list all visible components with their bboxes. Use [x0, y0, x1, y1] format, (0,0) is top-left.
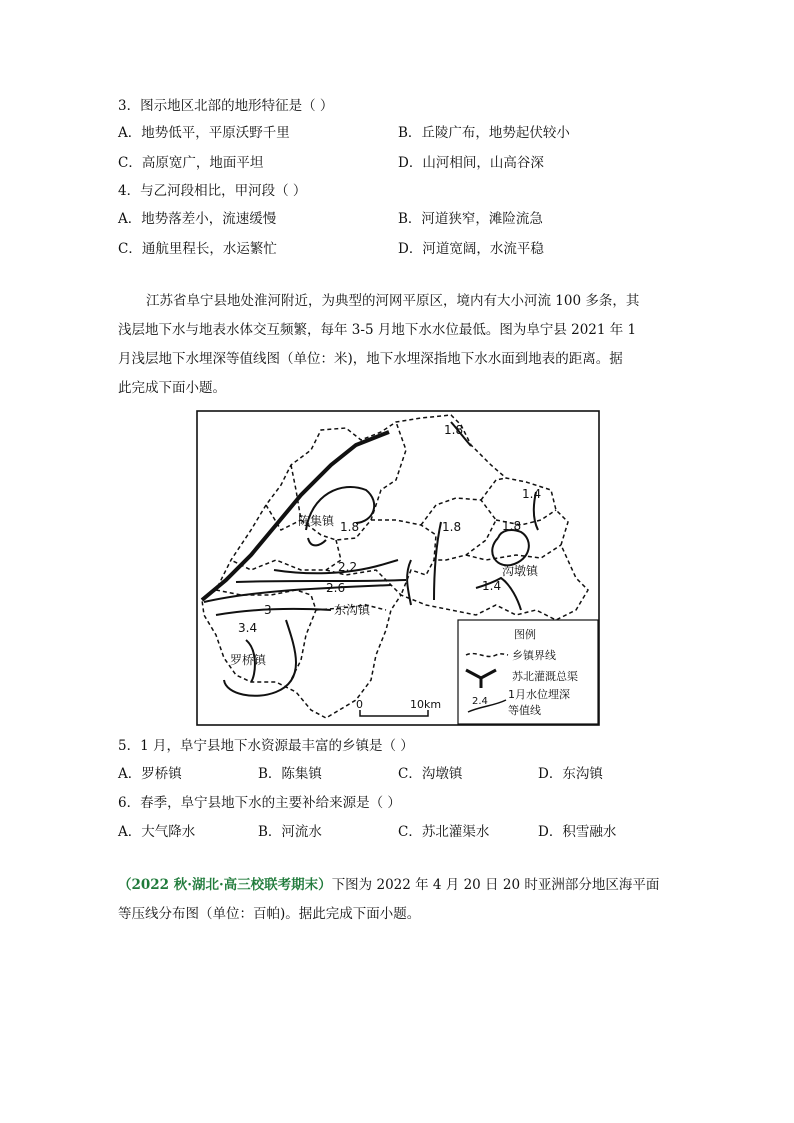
question-3-option-b[interactable]: B．丘陵广布，地势起伏较小	[398, 125, 570, 141]
question-3-stem: 3．图示地区北部的地形特征是（ ）	[118, 98, 334, 114]
question-4-option-a[interactable]: A．地势落差小，流速缓慢	[118, 211, 277, 227]
scale-zero-label: 0	[356, 698, 363, 711]
legend-contour-value: 2.4	[472, 696, 488, 707]
question-5-option-a[interactable]: A．罗桥镇	[118, 766, 182, 782]
contour-label: 1.8	[442, 520, 462, 534]
town-label-donggou: 东沟镇	[334, 603, 371, 617]
legend	[458, 620, 598, 724]
contour-label: 3.4	[238, 621, 258, 635]
question-6-option-d[interactable]: D．积雪融水	[538, 824, 617, 840]
question-4-option-b[interactable]: B．河道狭窄，滩险流急	[398, 211, 543, 227]
contour-label: 1.8	[444, 423, 464, 437]
intro-line-1: 江苏省阜宁县地处淮河附近，为典型的河网平原区，境内有大小河流 100 多条，其	[146, 293, 640, 309]
question-6-option-c[interactable]: C．苏北灌渠水	[398, 824, 490, 840]
legend-contour-label-2: 等值线	[508, 704, 541, 717]
town-label-luoqiao: 罗桥镇	[230, 653, 267, 667]
groundwater-depth-map	[196, 410, 600, 726]
question-4-option-d[interactable]: D．河道宽阔，水流平稳	[398, 241, 544, 257]
scale-distance-label: 10km	[410, 698, 442, 711]
contour-label: 1.4	[482, 579, 502, 593]
contour-label: 3	[264, 603, 272, 617]
question-4-option-c[interactable]: C．通航里程长，水运繁忙	[118, 241, 277, 257]
legend-canal-label: 苏北灌溉总渠	[512, 670, 578, 683]
next-intro-text: 下图为 2022 年 4 月 20 日 20 时亚洲部分地区海平面	[331, 877, 660, 893]
question-6-stem: 6．春季，阜宁县地下水的主要补给来源是（ ）	[118, 795, 401, 811]
next-intro-line-1	[118, 876, 659, 894]
intro-line-3: 月浅层地下水埋深等值线图（单位：米)，地下水埋深指地下水水面到地表的距离。据	[118, 351, 623, 367]
question-5-stem: 5．1 月，阜宁县地下水资源最丰富的乡镇是（ ）	[118, 738, 414, 754]
contour-label: 2.6	[326, 581, 346, 595]
contour-label: 2.2	[338, 560, 358, 574]
question-4-stem: 4．与乙河段相比，甲河段（ ）	[118, 183, 307, 199]
question-3-option-c[interactable]: C．高原宽广，地面平坦	[118, 155, 264, 171]
next-intro-line-2: 等压线分布图（单位：百帕)。据此完成下面小题。	[118, 906, 421, 922]
question-6-option-a[interactable]: A．大气降水	[118, 824, 196, 840]
question-5-option-c[interactable]: C．沟墩镇	[398, 766, 463, 782]
contour-label: 1.4	[522, 487, 542, 501]
question-3-option-a[interactable]: A．地势低平，平原沃野千里	[118, 125, 290, 141]
intro-line-2: 浅层地下水与地表水体交互频繁，每年 3-5 月地下水水位最低。图为阜宁县 2021 年 1	[118, 322, 637, 338]
legend-boundary-label: 乡镇界线	[512, 649, 556, 662]
town-label-chenji: 陈集镇	[298, 514, 335, 528]
source-tag: （2022 秋·湖北·高三校联考期末）	[118, 877, 332, 893]
intro-line-4: 此完成下面小题。	[118, 380, 226, 396]
question-5-option-b[interactable]: B．陈集镇	[258, 766, 322, 782]
town-label-goudun: 沟墩镇	[502, 564, 539, 578]
legend-contour-label-1: 1月水位埋深	[508, 688, 570, 701]
contour-label: 1.8	[502, 519, 522, 533]
question-5-option-d[interactable]: D．东沟镇	[538, 766, 603, 782]
legend-title: 图例	[514, 628, 536, 641]
question-6-option-b[interactable]: B．河流水	[258, 824, 322, 840]
question-3-option-d[interactable]: D．山河相间，山高谷深	[398, 155, 544, 171]
contour-label: 1.8	[340, 520, 360, 534]
